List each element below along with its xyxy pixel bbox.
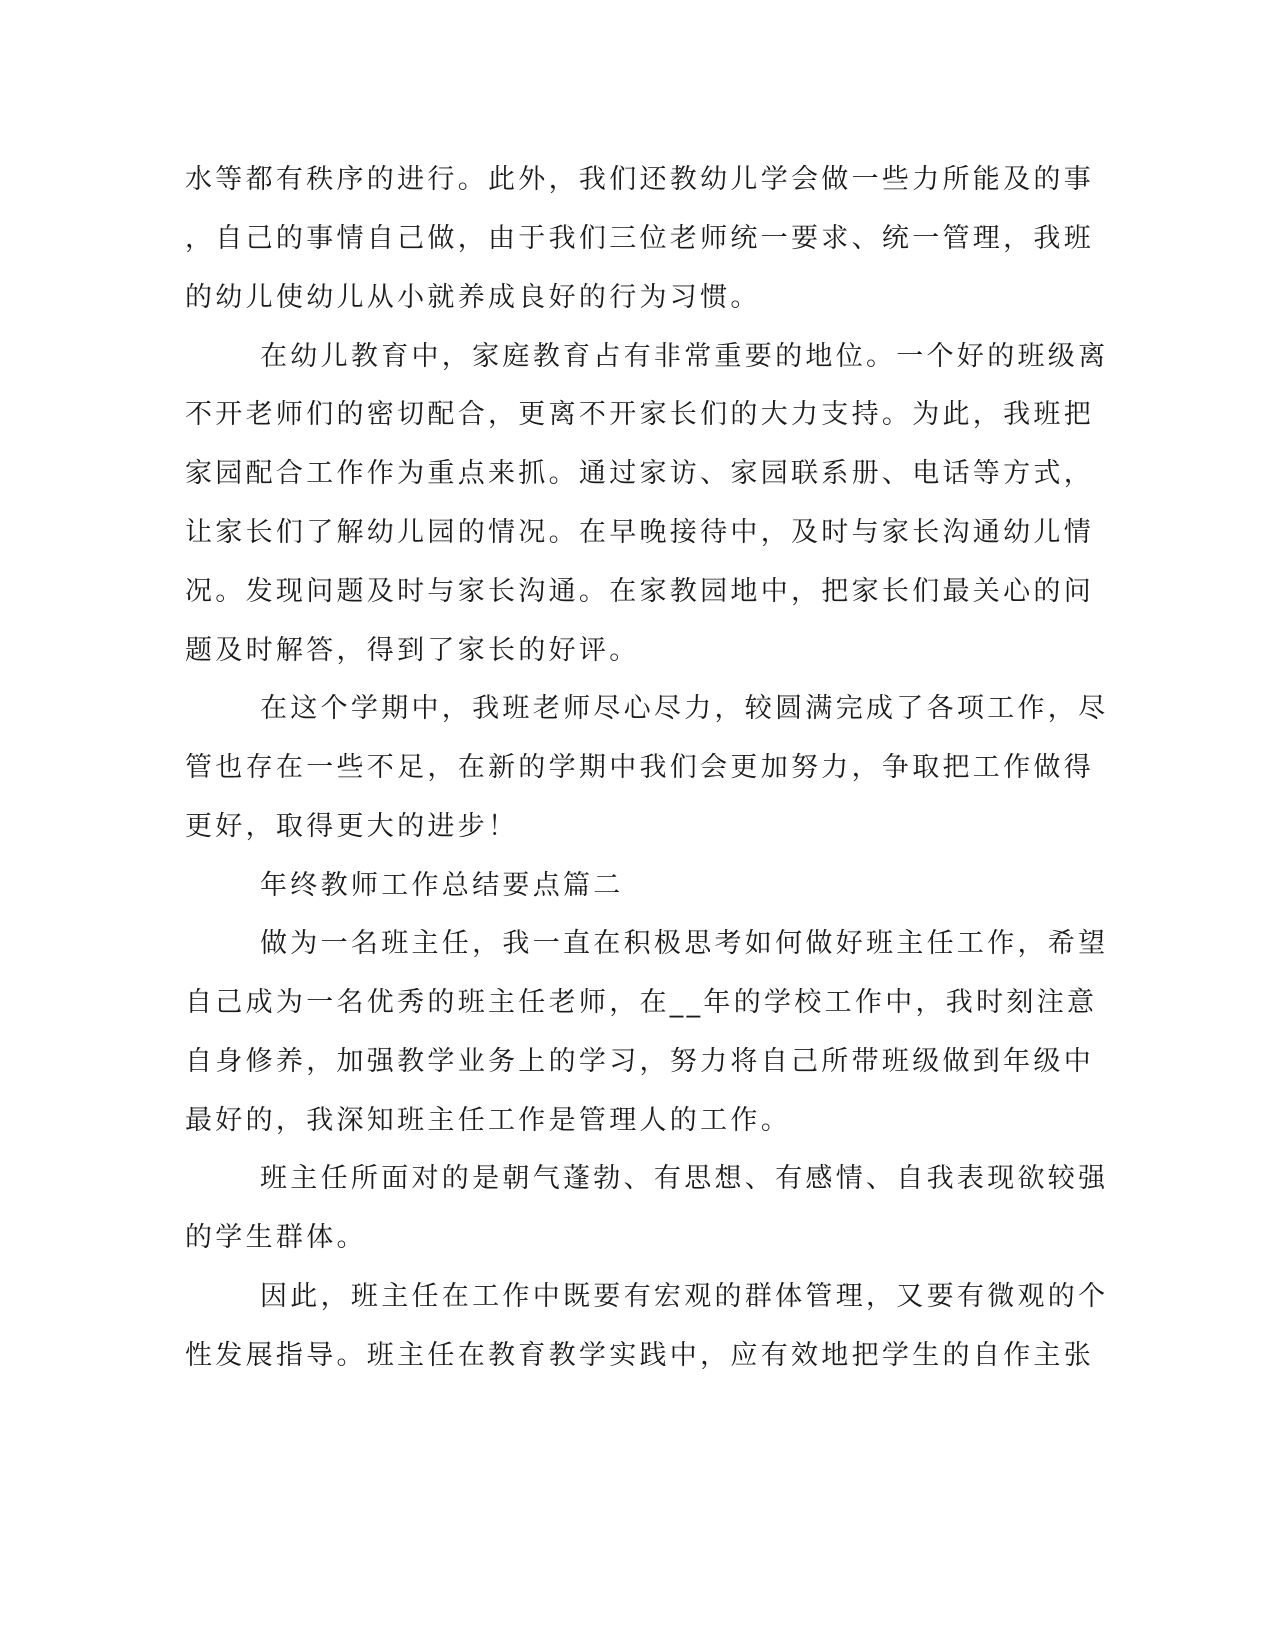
text-line: 性发展指导。班主任在教育教学实践中，应有效地把学生的自作主张 <box>185 1340 1094 1371</box>
text-line: 题及时解答，得到了家长的好评。 <box>185 635 640 666</box>
text-line: 最好的，我深知班主任工作是管理人的工作。 <box>185 1105 791 1136</box>
text-line: 家园配合工作作为重点来抓。通过家访、家园联系册、电话等方式， <box>185 458 1094 489</box>
text-line: ，自己的事情自己做，由于我们三位老师统一要求、统一管理，我班 <box>185 223 1094 254</box>
text-line: 不开老师们的密切配合，更离不开家长们的大力支持。为此，我班把 <box>185 399 1094 430</box>
section-heading: 年终教师工作总结要点篇二 <box>260 870 624 901</box>
text-line: 的幼儿使幼儿从小就养成良好的行为习惯。 <box>185 282 761 313</box>
text-line: 水等都有秩序的进行。此外，我们还教幼儿学会做一些力所能及的事 <box>185 164 1094 195</box>
text-line: 更好，取得更大的进步！ <box>185 811 519 842</box>
text-line: 自己成为一名优秀的班主任老师，在__年的学校工作中，我时刻注意 <box>185 987 1098 1018</box>
paragraph-start-line: 做为一名班主任，我一直在积极思考如何做好班主任工作，希望 <box>260 928 1109 959</box>
text-line: 让家长们了解幼儿园的情况。在早晚接待中，及时与家长沟通幼儿情 <box>185 517 1094 548</box>
text-line: 的学生群体。 <box>185 1222 367 1253</box>
paragraph-start-line: 在这个学期中，我班老师尽心尽力，较圆满完成了各项工作，尽 <box>260 693 1109 724</box>
paragraph-start-line: 因此，班主任在工作中既要有宏观的群体管理，又要有微观的个 <box>260 1281 1109 1312</box>
text-line: 管也存在一些不足，在新的学期中我们会更加努力，争取把工作做得 <box>185 752 1094 783</box>
text-line: 况。发现问题及时与家长沟通。在家教园地中，把家长们最关心的问 <box>185 576 1094 607</box>
paragraph-start-line: 班主任所面对的是朝气蓬勃、有思想、有感情、自我表现欲较强 <box>260 1163 1109 1194</box>
paragraph-start-line: 在幼儿教育中，家庭教育占有非常重要的地位。一个好的班级离 <box>260 341 1109 372</box>
text-line: 自身修养，加强教学业务上的学习，努力将自己所带班级做到年级中 <box>185 1046 1094 1077</box>
